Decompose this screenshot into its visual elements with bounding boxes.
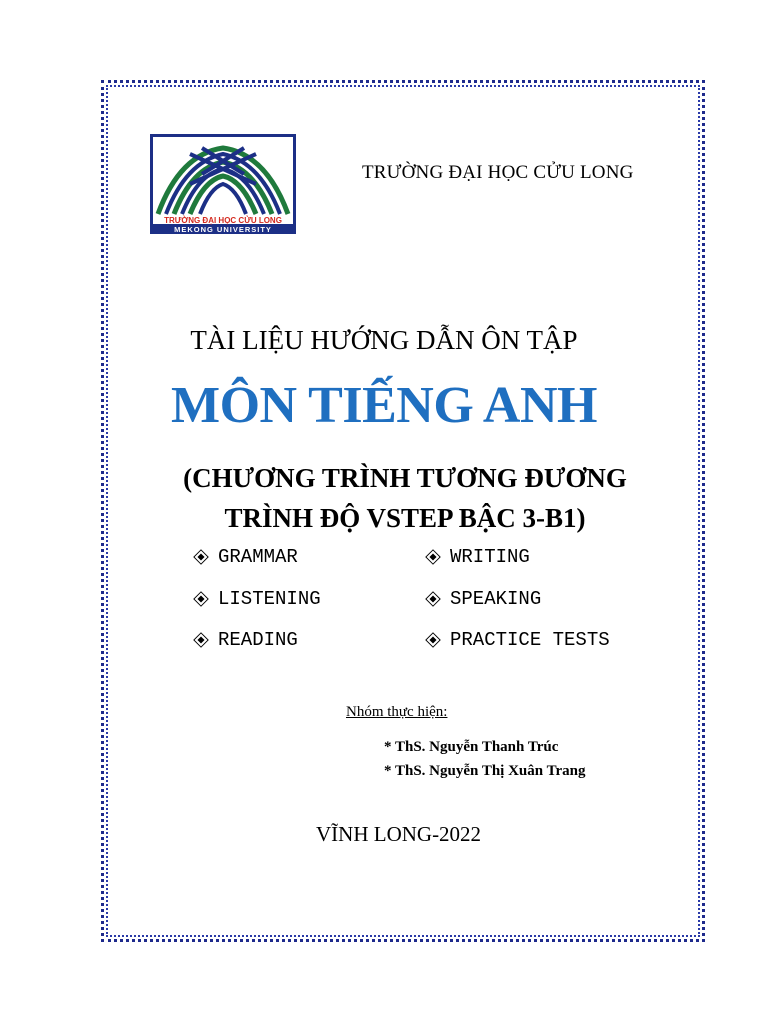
logo-text-2: MEKONG UNIVERSITY <box>174 225 272 234</box>
skill-item-writing <box>425 546 530 568</box>
program-line-1: (CHƯƠNG TRÌNH TƯƠNG ĐƯƠNG <box>183 463 627 493</box>
skill-item-grammar <box>193 546 298 568</box>
diamond-bullet-icon <box>425 549 441 565</box>
university-logo <box>150 134 296 234</box>
logo-text-1: TRƯỜNG ĐẠI HỌC CỬU LONG <box>164 216 282 225</box>
diamond-bullet-icon <box>425 591 441 607</box>
program-line-2: TRÌNH ĐỘ VSTEP BẬC 3-B1) <box>224 503 586 533</box>
skill-label: PRACTICE TESTS <box>450 629 610 651</box>
team-member: * ThS. Nguyễn Thị Xuân Trang <box>384 763 586 779</box>
skill-item-listening <box>193 588 321 610</box>
skill-item-reading <box>193 629 298 651</box>
skill-item-practice-tests <box>425 629 610 651</box>
program-description <box>0 458 768 538</box>
skill-label: READING <box>218 629 298 651</box>
subject-title: MÔN TIẾNG ANH <box>171 377 597 434</box>
skill-label: GRAMMAR <box>218 546 298 568</box>
skill-label: SPEAKING <box>450 588 542 610</box>
skill-item-speaking <box>425 588 541 610</box>
team-label: Nhóm thực hiện: <box>346 704 448 720</box>
diamond-bullet-icon <box>193 591 209 607</box>
document-title: TÀI LIỆU HƯỚNG DẪN ÔN TẬP <box>190 325 578 355</box>
school-name: TRƯỜNG ĐẠI HỌC CỬU LONG <box>362 162 634 183</box>
diamond-bullet-icon <box>193 632 209 648</box>
team-member: * ThS. Nguyễn Thanh Trúc <box>384 739 559 755</box>
diamond-bullet-icon <box>425 632 441 648</box>
skill-label: WRITING <box>450 546 530 568</box>
place-and-year: VĨNH LONG-2022 <box>316 822 482 846</box>
diamond-bullet-icon <box>193 549 209 565</box>
skill-label: LISTENING <box>218 588 321 610</box>
